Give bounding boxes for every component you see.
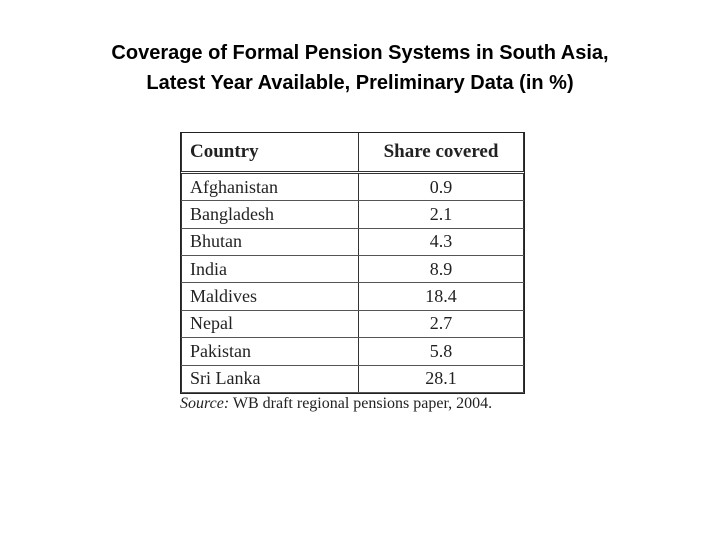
table-header-row <box>182 133 524 173</box>
source-label: Source: <box>180 395 230 412</box>
table-row <box>182 310 524 337</box>
table-row <box>182 365 524 392</box>
coverage-table-frame <box>180 132 525 394</box>
share-cell: 5.8 <box>359 338 524 365</box>
country-cell: Afghanistan <box>182 173 359 201</box>
title-line-2: Latest Year Available, Preliminary Data (in %) <box>146 72 574 94</box>
country-cell: Bhutan <box>182 228 359 255</box>
column-header-country: Country <box>182 133 359 173</box>
table-row <box>182 173 524 201</box>
share-cell: 8.9 <box>359 256 524 283</box>
coverage-table <box>181 133 524 393</box>
country-cell: India <box>182 256 359 283</box>
country-cell: Maldives <box>182 283 359 310</box>
share-cell: 0.9 <box>359 173 524 201</box>
share-cell: 18.4 <box>359 283 524 310</box>
column-header-share: Share covered <box>359 133 524 173</box>
table-row <box>182 228 524 255</box>
table-row <box>182 283 524 310</box>
share-cell: 28.1 <box>359 365 524 392</box>
share-cell: 2.7 <box>359 310 524 337</box>
title-line-1: Coverage of Formal Pension Systems in South Asia, <box>111 42 609 64</box>
slide-title <box>0 38 720 98</box>
source-text: WB draft regional pensions paper, 2004. <box>229 395 493 412</box>
country-cell: Sri Lanka <box>182 365 359 392</box>
table-body <box>182 173 524 393</box>
country-cell: Pakistan <box>182 338 359 365</box>
share-cell: 2.1 <box>359 201 524 228</box>
country-cell: Nepal <box>182 310 359 337</box>
source-note <box>180 395 492 413</box>
table-row <box>182 201 524 228</box>
table-row <box>182 256 524 283</box>
country-cell: Bangladesh <box>182 201 359 228</box>
table-row <box>182 338 524 365</box>
share-cell: 4.3 <box>359 228 524 255</box>
